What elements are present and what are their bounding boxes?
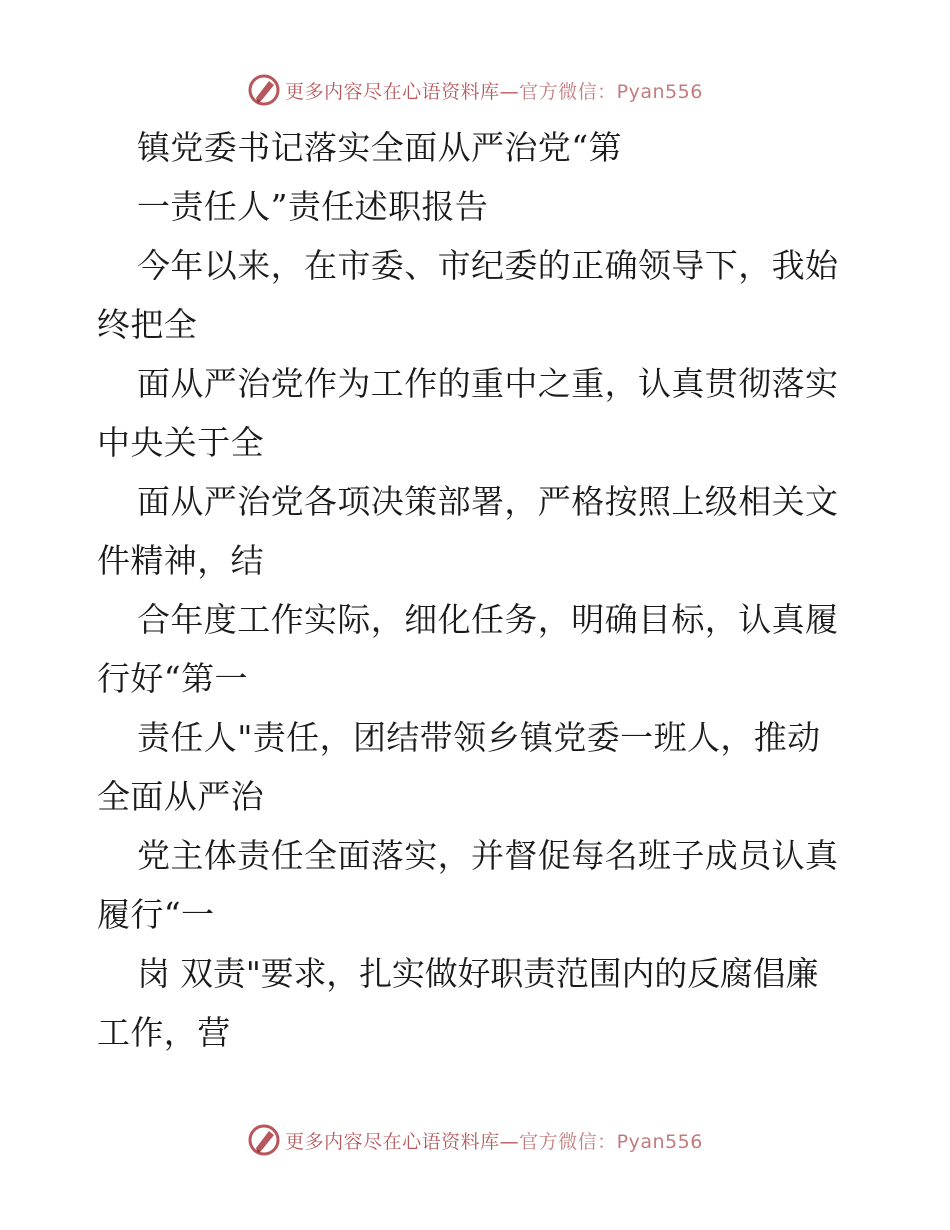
- paragraph-line: 合年度工作实际，细化任务，明确目标，认真履: [137, 600, 839, 639]
- watermark-text: 更多内容尽在心语资料库—: [285, 80, 520, 103]
- paragraph-line: 今年以来，在市委、市纪委的正确领导下，我始: [137, 246, 839, 285]
- document-title-line-2: 一责任人”责任述职报告: [137, 187, 489, 226]
- document-title-line-1: 镇党委书记落实全面从严治党“第: [137, 128, 622, 167]
- paragraph-line: 终把全: [97, 305, 198, 344]
- paragraph-line: 全面从严治: [97, 777, 264, 816]
- paragraph-line: 责任人"责任，团结带领乡镇党委一班人，推动: [137, 718, 821, 757]
- watermark-text: 更多内容尽在心语资料库—: [285, 1130, 520, 1153]
- pen-logo-icon: [247, 73, 281, 107]
- header-watermark: [0, 70, 950, 110]
- paragraph-line: 履行“一: [97, 895, 215, 934]
- document-body: [97, 118, 857, 1062]
- paragraph-line: 中央关于全: [97, 423, 264, 462]
- paragraph-line: 岗 双责"要求，扎实做好职责范围内的反腐倡廉: [137, 954, 819, 993]
- watermark-wechat: 官方微信：Pyan556: [519, 1130, 703, 1153]
- watermark-wechat: 官方微信：Pyan556: [519, 80, 703, 103]
- footer-watermark: [0, 1120, 950, 1160]
- paragraph-line: 件精神，结: [97, 541, 264, 580]
- paragraph-line: 党主体责任全面落实，并督促每名班子成员认真: [137, 836, 839, 875]
- paragraph-line: 面从严治党各项决策部署，严格按照上级相关文: [137, 482, 839, 521]
- pen-logo-icon: [247, 1123, 281, 1157]
- paragraph-line: 工作，营: [97, 1013, 231, 1052]
- paragraph-line: 面从严治党作为工作的重中之重，认真贯彻落实: [137, 364, 839, 403]
- paragraph-line: 行好“第一: [97, 659, 248, 698]
